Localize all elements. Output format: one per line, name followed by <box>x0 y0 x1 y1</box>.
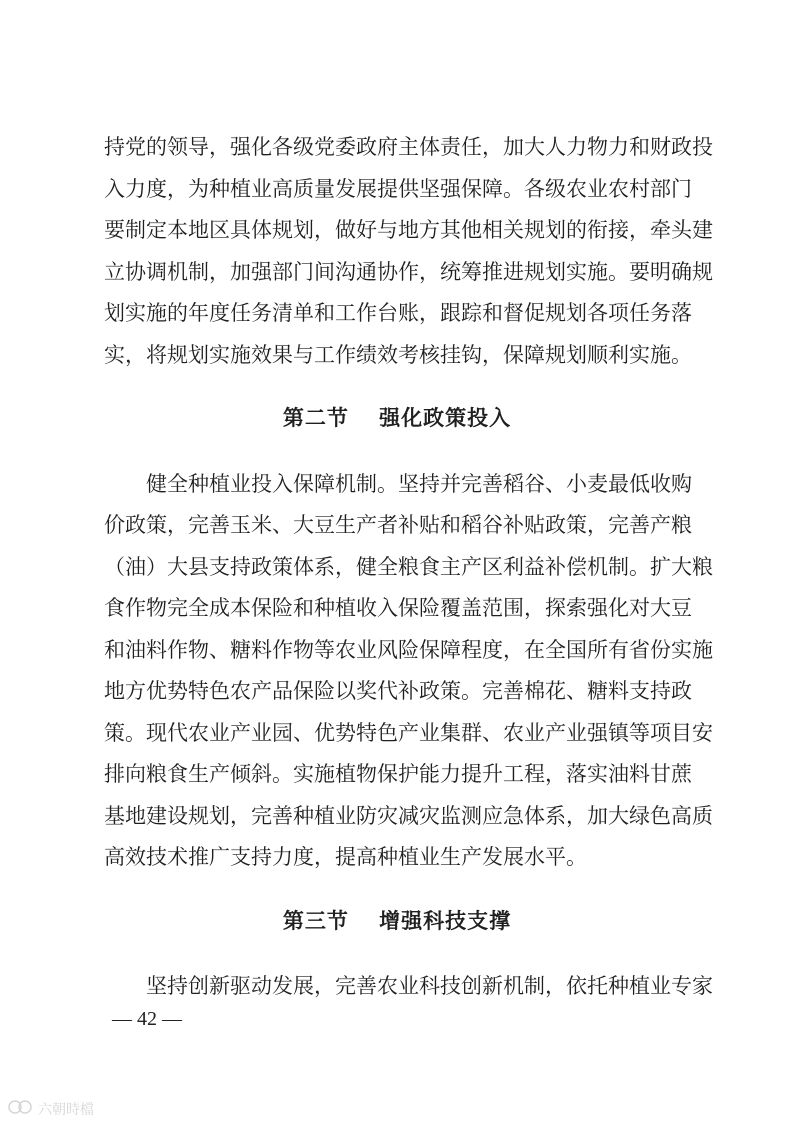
page-number: — 42 — <box>112 1008 182 1030</box>
text-line: 价政策，完善玉米、大豆生产者补贴和稻谷补贴政策，完善产粮 <box>104 513 692 537</box>
text-line: 划实施的年度任务清单和工作台账，跟踪和督促规划各项任务落 <box>104 301 692 325</box>
text-line: 入力度，为种植业高质量发展提供坚强保障。各级农业农村部门 <box>104 176 692 201</box>
text-line: （油）大县支持政策体系，健全粮食主产区利益补偿机制。扩大粮 <box>104 554 713 579</box>
logo-icon <box>8 1098 34 1120</box>
section-heading-2: 第二节 强化政策投入 <box>282 406 512 430</box>
text-line: 地方优势特色农产品保险以奖代补政策。完善棉花、糖料支持政 <box>104 679 692 703</box>
text-line: 排向粮食生产倾斜。实施植物保护能力提升工程，落实油料甘蔗 <box>104 762 692 786</box>
text-line: 基地建设规划，完善种植业防灾减灾监测应急体系，加大绿色高质 <box>104 803 713 828</box>
text-line: 持党的领导，强化各级党委政府主体责任，加大人力物力和财政投 <box>104 135 713 159</box>
text-line: 策。现代农业产业园、优势特色产业集群、农业产业强镇等项目安 <box>104 720 713 745</box>
text-line: 立协调机制，加强部门间沟通协作，统筹推进规划实施。要明确规 <box>104 259 713 284</box>
text-line: 食作物完全成本保险和种植收入保险覆盖范围，探索强化对大豆 <box>104 596 692 620</box>
watermark-text: 六朝時檔 <box>38 1102 94 1118</box>
text-line: 高效技术推广支持力度，提高种植业生产发展水平。 <box>104 845 587 869</box>
section-heading-3: 第三节 增强科技支撑 <box>282 908 512 933</box>
text-line: 健全种植业投入保障机制。坚持并完善稻谷、小麦最低收购 <box>146 471 692 496</box>
text-line: 坚持创新驱动发展，完善农业科技创新机制，依托种植业专家 <box>146 974 713 998</box>
text-line: 实，将规划实施效果与工作绩效考核挂钩，保障规划顺利实施。 <box>104 342 692 367</box>
text-line: 要制定本地区具体规划，做好与地方其他相关规划的衔接，牵头建 <box>104 218 713 242</box>
paragraph-1 <box>104 127 713 376</box>
paragraph-3 <box>104 966 713 1008</box>
paragraph-2 <box>104 464 713 879</box>
document-page <box>104 127 713 1008</box>
watermark <box>8 1098 94 1120</box>
text-line: 和油料作物、糖料作物等农业风险保障程度，在全国所有省份实施 <box>104 637 713 662</box>
